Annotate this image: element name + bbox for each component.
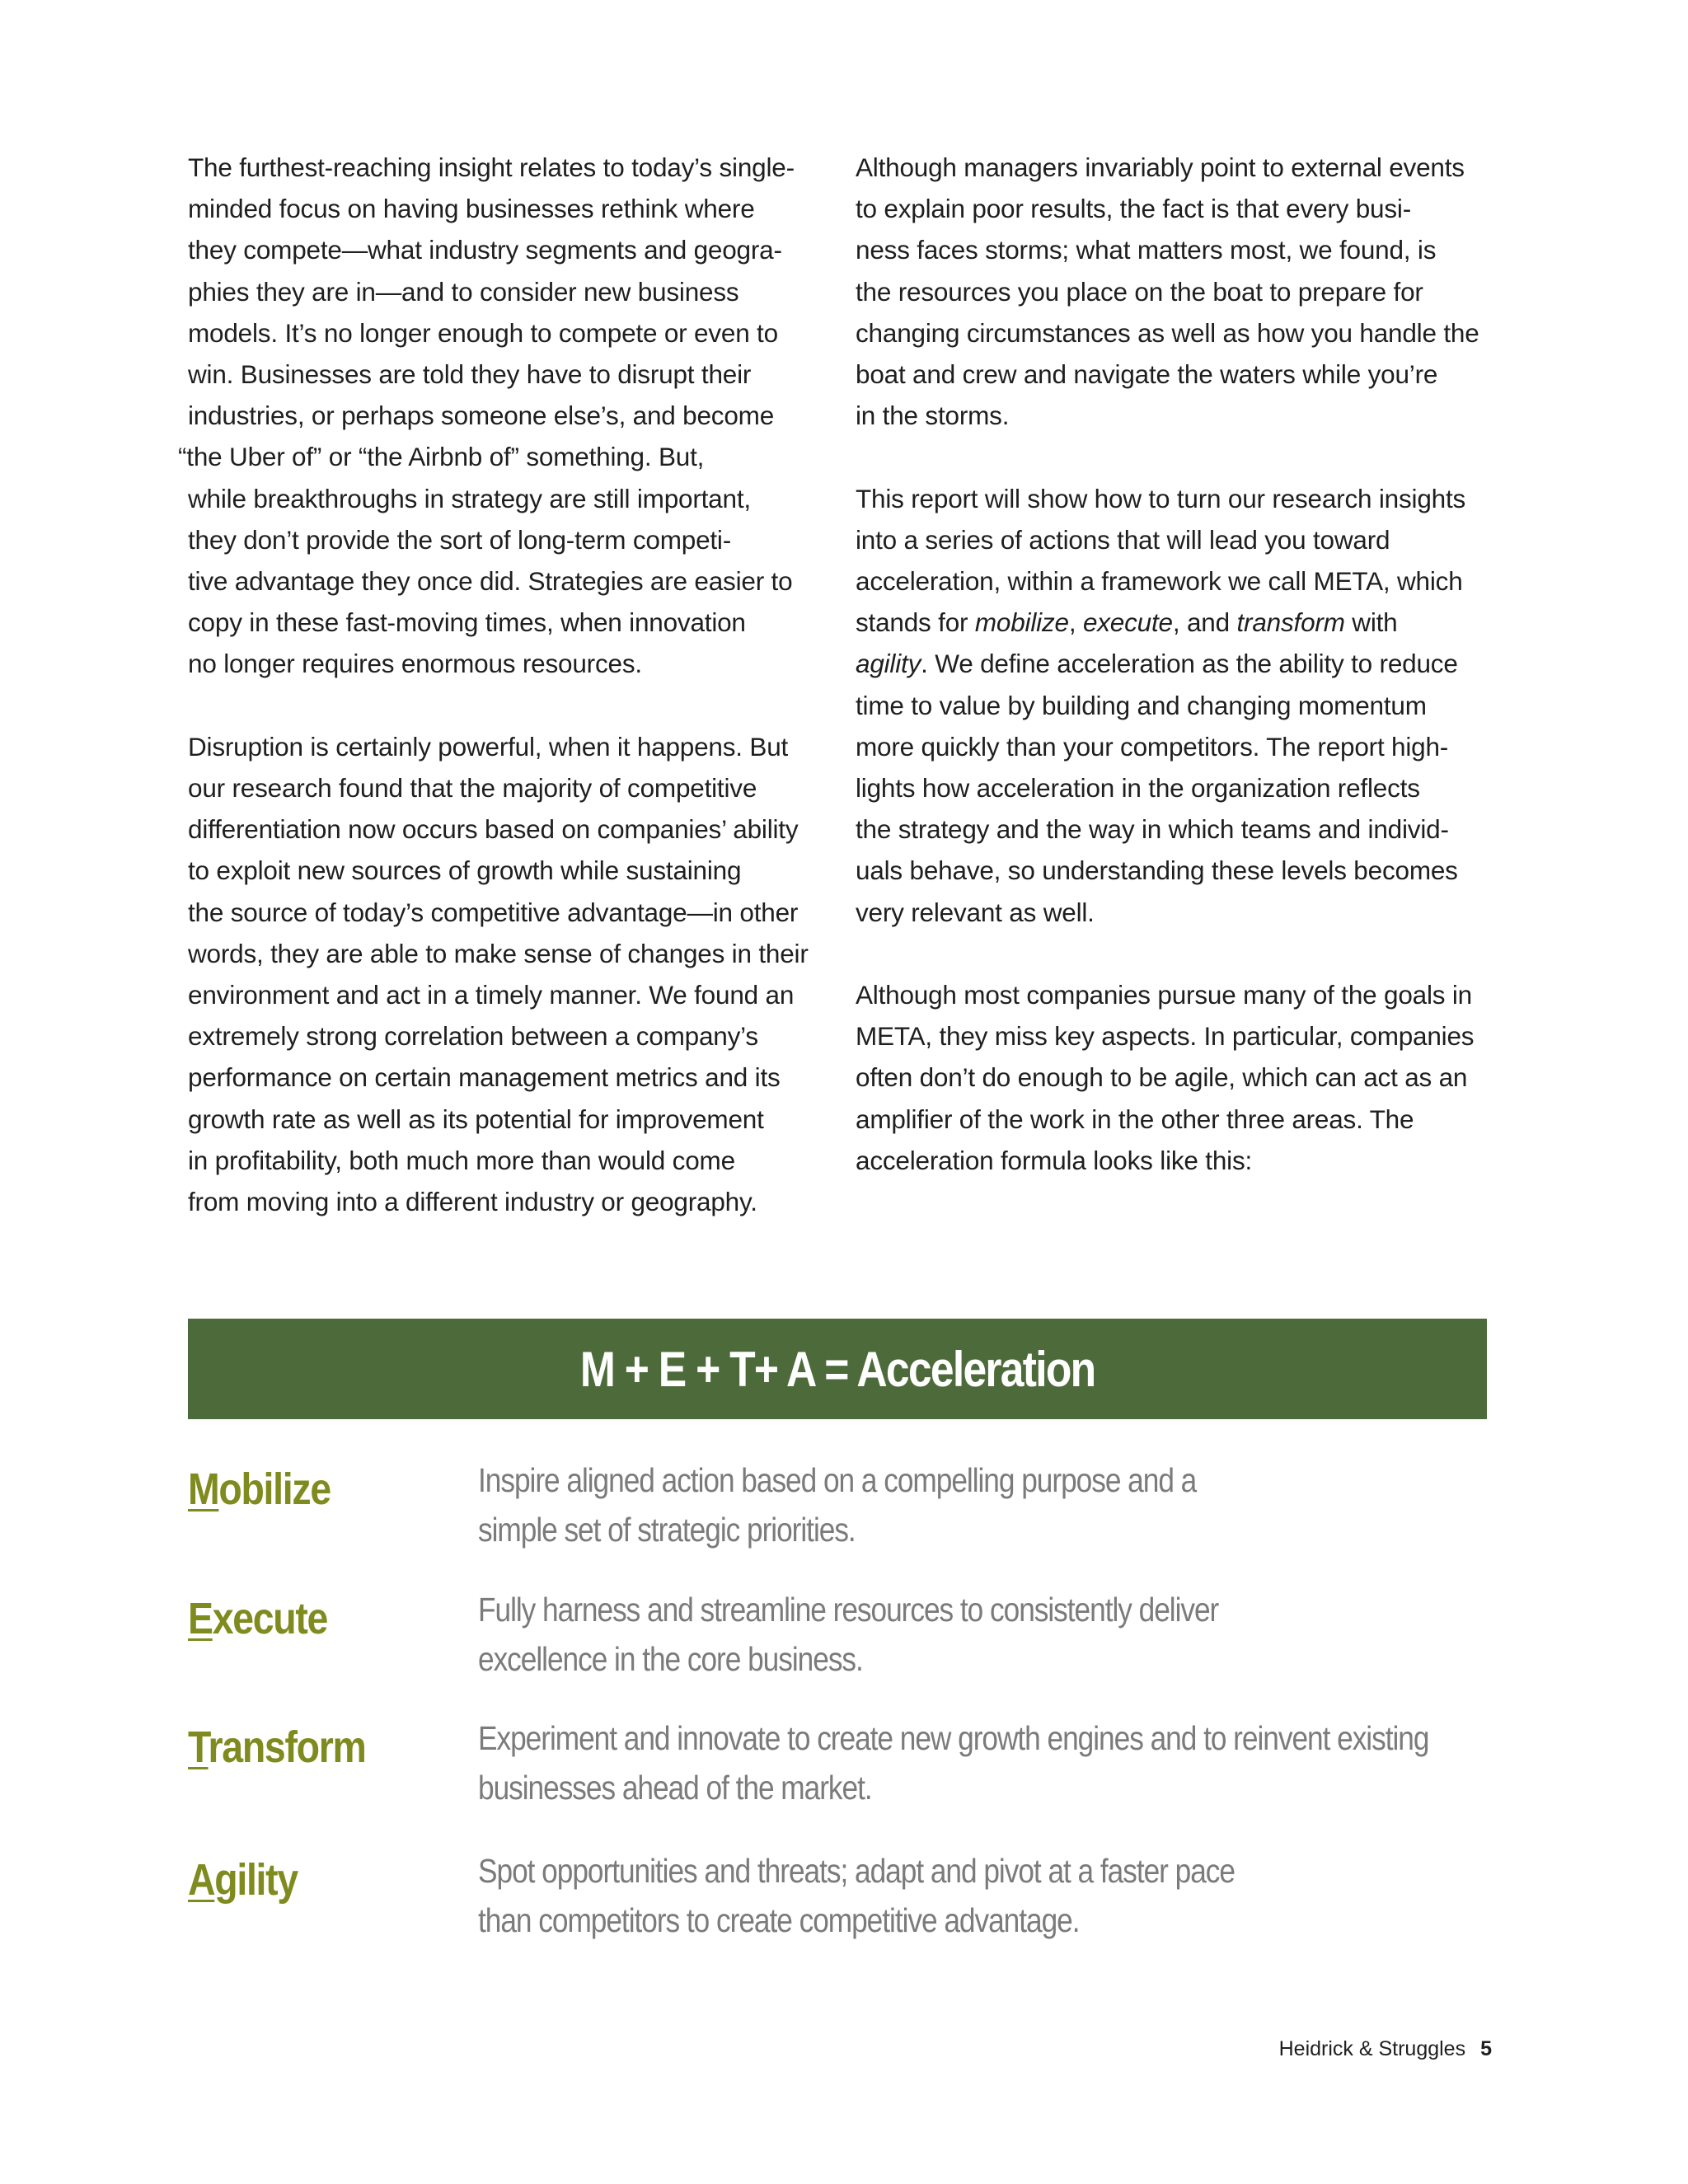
text-line: The furthest-reaching insight relates to today’s single-	[188, 152, 795, 182]
term-rest: obilize	[218, 1465, 331, 1514]
text-line: Although most companies pursue many of the goals in	[856, 980, 1472, 1010]
meta-description	[478, 1585, 1400, 1684]
description-line: excellence in the core business.	[478, 1640, 863, 1678]
term-initial: E	[188, 1594, 213, 1643]
term-rest: ransform	[208, 1722, 366, 1772]
text-line: while breakthroughs in strategy are still important,	[188, 483, 751, 513]
text-line: words, they are able to make sense of changes in their	[188, 938, 809, 968]
text-line: ness faces storms; what matters most, we found, is	[856, 235, 1437, 265]
right-column	[856, 147, 1498, 1222]
description-line: than competitors to create competitive advantage.	[478, 1901, 1080, 1939]
text-line: Although managers invariably point to external events	[856, 152, 1465, 182]
text-line: the resources you place on the boat to prepare for	[856, 276, 1423, 307]
text-line	[856, 643, 1498, 684]
description-line: Fully harness and streamline resources to consistently deliver	[478, 1591, 1219, 1629]
page-footer	[1279, 2037, 1492, 2061]
meta-term	[188, 1593, 327, 1644]
term-initial: A	[188, 1855, 215, 1905]
emphasis-transform: transform	[1236, 607, 1345, 638]
emphasis-execute: execute	[1082, 607, 1173, 638]
term-initial: M	[188, 1465, 219, 1514]
description-line: businesses ahead of the market.	[478, 1769, 872, 1807]
emphasis-agility: agility	[856, 649, 921, 679]
text-line: in profitability, both much more than would come	[188, 1145, 735, 1175]
text-line: “the Uber of” or “the Airbnb of” something. But,	[178, 442, 705, 472]
text-line: they compete—what industry segments and geogra-	[188, 235, 782, 265]
text-line: lights how acceleration in the organization reflects	[856, 773, 1420, 804]
text-line: no longer requires enormous resources.	[188, 649, 642, 679]
meta-description	[478, 1846, 1400, 1945]
text-line	[856, 602, 1498, 643]
text-line: acceleration formula looks like this:	[856, 1145, 1253, 1175]
text-line: the source of today’s competitive advantage—in other	[188, 897, 799, 927]
text-line: minded focus on having businesses rethink where	[188, 194, 755, 224]
footer-brand: Heidrick & Struggles	[1278, 2037, 1466, 2060]
formula-text: M + E + T+ A = Acceleration	[579, 1341, 1095, 1397]
text-line: extremely strong correlation between a company’s	[188, 1021, 758, 1052]
text-fragment: . We define acceleration as the ability to reduce	[921, 649, 1458, 679]
text-line: copy in these fast-moving times, when innovation	[188, 607, 746, 638]
text-line: in the storms.	[856, 401, 1010, 431]
text-line: more quickly than your competitors. The report high-	[856, 731, 1449, 762]
paragraph	[856, 478, 1498, 933]
text-line: acceleration, within a framework we call META, which	[856, 566, 1463, 597]
description-line: Experiment and innovate to create new growth engines and to reinvent existing	[478, 1719, 1429, 1757]
description-line: Spot opportunities and threats; adapt and pivot at a faster pace	[478, 1852, 1235, 1890]
text-line: amplifier of the work in the other three areas. The	[856, 1104, 1414, 1134]
meta-term	[188, 1464, 331, 1515]
meta-term	[188, 1854, 298, 1905]
text-line: environment and act in a timely manner. We found an	[188, 980, 795, 1010]
text-line: win. Businesses are told they have to disrupt their	[188, 359, 752, 390]
term-initial: T	[188, 1722, 209, 1772]
text-line: META, they miss key aspects. In particular, companies	[856, 1021, 1475, 1052]
text-line: uals behave, so understanding these levels becomes	[856, 855, 1458, 886]
text-line: to exploit new sources of growth while sustaining	[188, 855, 742, 886]
text-fragment: , and	[1172, 607, 1237, 638]
text-line: often don’t do enough to be agile, which can act as an	[856, 1062, 1468, 1093]
text-line: they don’t provide the sort of long-term competi-	[188, 524, 732, 555]
text-line: to explain poor results, the fact is that every busi-	[856, 194, 1411, 224]
left-column	[178, 147, 839, 1263]
text-line: phies they are in—and to consider new business	[188, 276, 739, 307]
emphasis-mobilize: mobilize	[974, 607, 1069, 638]
description-line: Inspire aligned action based on a compelling purpose and a	[478, 1461, 1197, 1499]
term-rest: gility	[214, 1855, 298, 1905]
text-fragment: ,	[1068, 607, 1083, 638]
formula-banner	[188, 1319, 1487, 1419]
text-line: industries, or perhaps someone else’s, and become	[188, 401, 775, 431]
meta-term	[188, 1722, 365, 1773]
text-fragment: stands for	[856, 607, 975, 638]
text-line: into a series of actions that will lead you toward	[856, 524, 1390, 555]
description-line: simple set of strategic priorities.	[478, 1511, 856, 1549]
text-line: very relevant as well.	[856, 897, 1095, 927]
text-line: the strategy and the way in which teams and individ-	[856, 814, 1449, 845]
text-line: tive advantage they once did. Strategies are easier to	[188, 566, 793, 597]
text-line: performance on certain management metrics and its	[188, 1062, 781, 1093]
text-line: boat and crew and navigate the waters while you’re	[856, 359, 1438, 390]
meta-description	[478, 1713, 1429, 1812]
text-line: This report will show how to turn our research insights	[856, 483, 1466, 513]
paragraph	[856, 974, 1498, 1181]
paragraph	[178, 147, 839, 685]
text-line: from moving into a different industry or geography.	[188, 1187, 757, 1217]
page-number: 5	[1480, 2037, 1492, 2060]
text-fragment: with	[1344, 607, 1398, 638]
meta-description	[478, 1455, 1400, 1554]
text-line: changing circumstances as well as how you handle the	[856, 317, 1479, 348]
text-line: time to value by building and changing momentum	[856, 690, 1427, 720]
text-line: differentiation now occurs based on companies’ ability	[188, 814, 799, 845]
text-line: models. It’s no longer enough to compete or even to	[188, 317, 778, 348]
paragraph	[856, 147, 1498, 436]
term-rest: xecute	[212, 1594, 328, 1643]
text-line: our research found that the majority of competitive	[188, 773, 757, 804]
paragraph	[188, 726, 839, 1222]
text-line: growth rate as well as its potential for improvement	[188, 1104, 764, 1134]
text-line: Disruption is certainly powerful, when it happens. But	[188, 731, 789, 762]
